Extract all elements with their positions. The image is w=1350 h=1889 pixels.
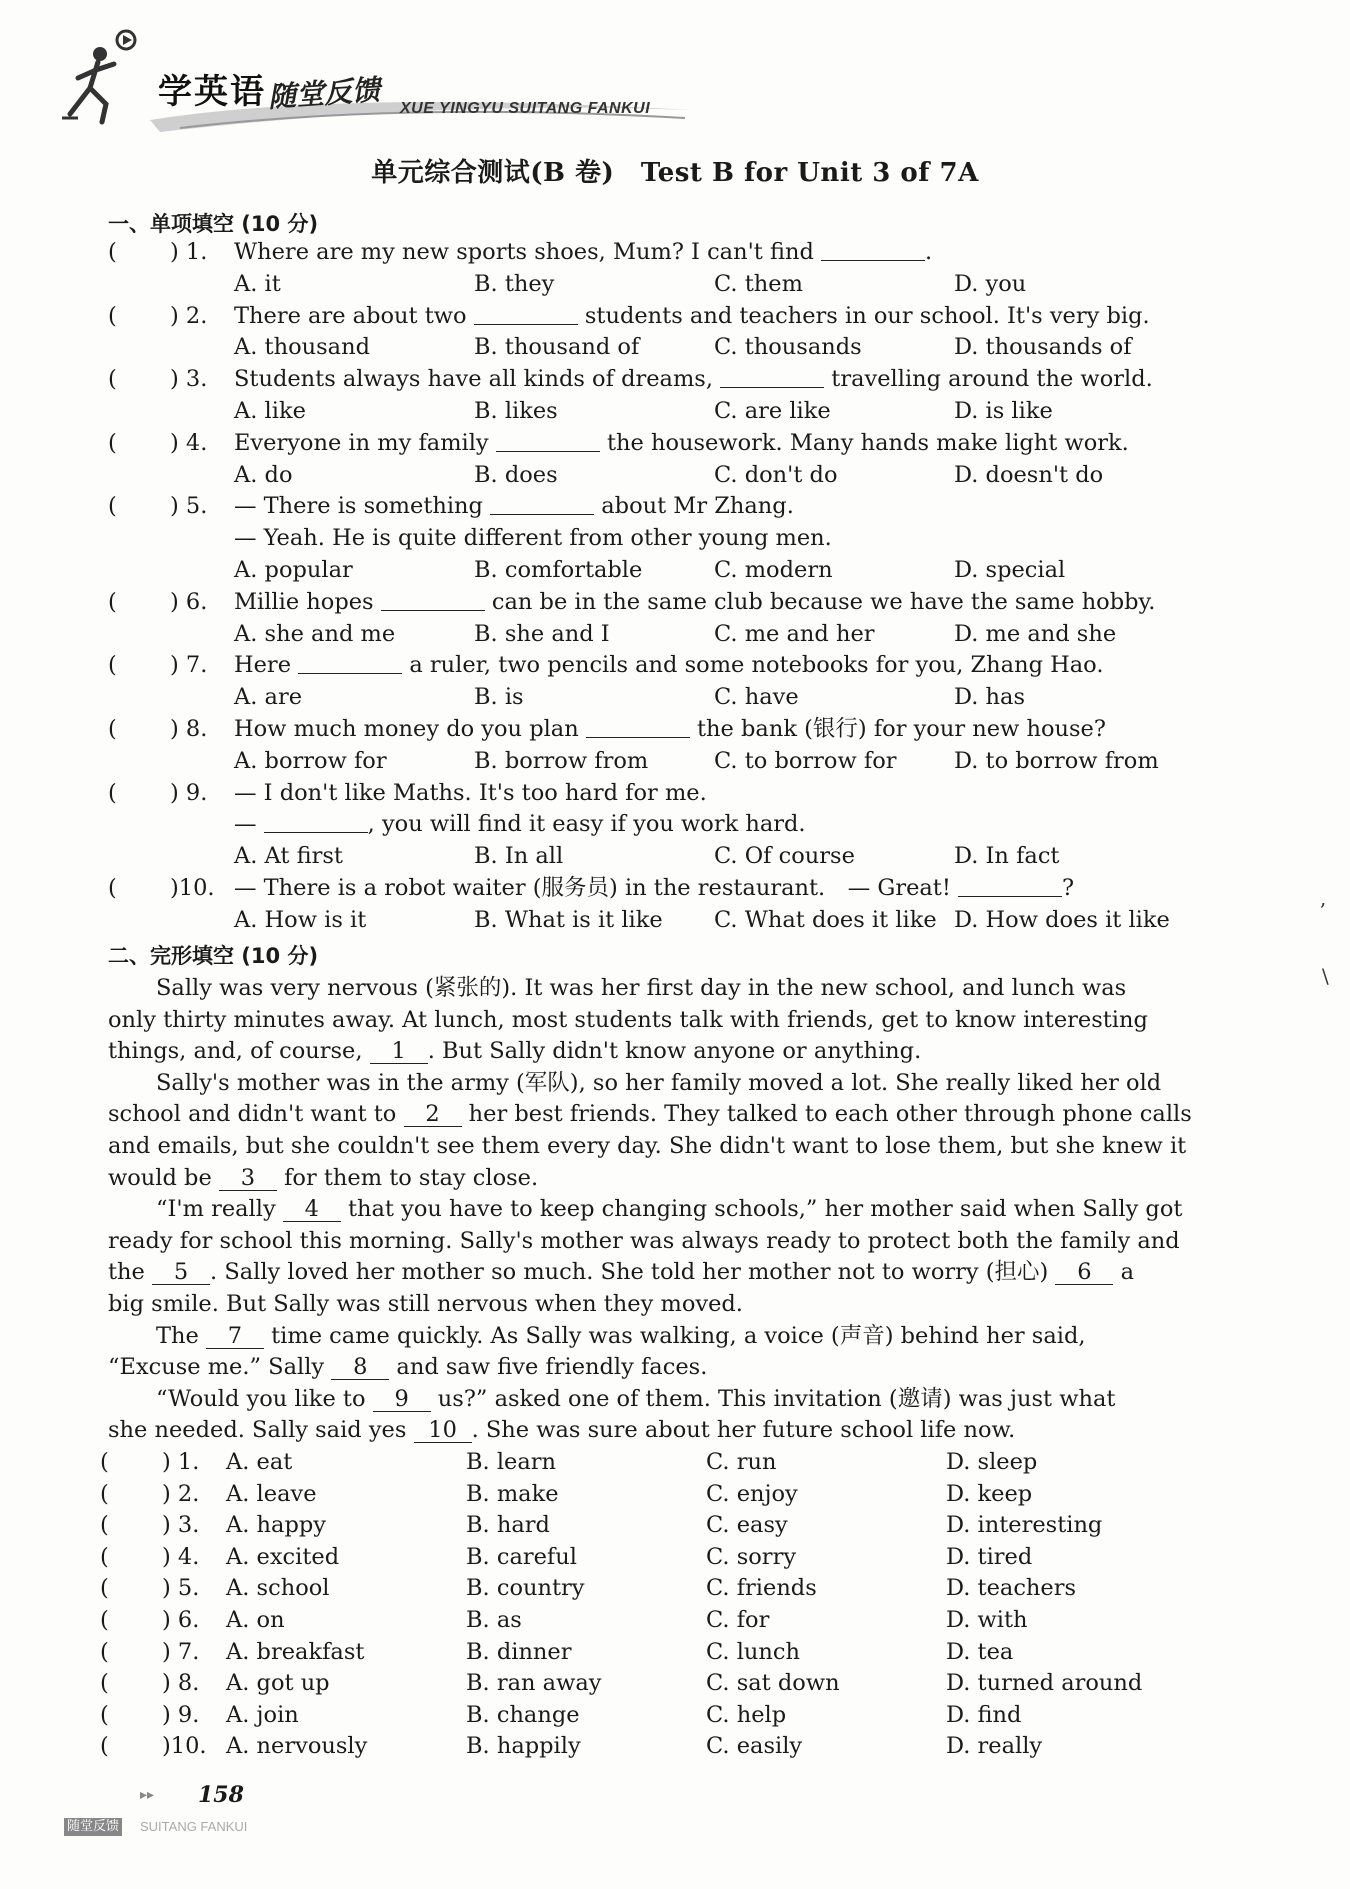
option: D. teachers: [946, 1575, 1077, 1602]
question-row: [108, 300, 1218, 332]
option: C. sat down: [706, 1670, 840, 1697]
option: A. school: [226, 1575, 330, 1602]
option: B. country: [466, 1575, 585, 1602]
question-stem: — , you will find it easy if you work hard.: [234, 811, 806, 838]
question-stem: Millie hopes can be in the same club because we have the same hobby.: [234, 588, 1156, 615]
question-number: ) 3.: [162, 1512, 200, 1539]
option: D. me and she: [954, 620, 1117, 647]
question-stem: Everyone in my family the housework. Many hands make light work.: [234, 429, 1129, 456]
question-number: ) 7.: [162, 1638, 200, 1665]
option: C. for: [706, 1607, 770, 1633]
options-row: [108, 618, 1218, 650]
question-stem: — There is something about Mr Zhang.: [234, 493, 794, 520]
option: A. join: [226, 1701, 299, 1728]
answer-paren[interactable]: (: [108, 779, 117, 806]
cloze-question-row: [100, 1604, 1220, 1636]
question-stem: — There is a robot waiter (服务员) in the restaurant. — Great! ?: [234, 875, 1075, 901]
answer-paren[interactable]: (: [100, 1543, 109, 1570]
passage-line: big smile. But Sally was still nervous when they moved.: [108, 1291, 743, 1317]
option: C. don't do: [714, 461, 838, 488]
logo-pinyin: XUE YINGYU SUITANG FANKUI: [400, 100, 651, 117]
option: D. find: [946, 1701, 1022, 1728]
passage-line: she needed. Sally said yes 10 . She was sure about her future school life now.: [108, 1417, 1016, 1444]
answer-blank[interactable]: [474, 304, 578, 325]
question-stem: Where are my new sports shoes, Mum? I can't find .: [234, 239, 933, 265]
question-row-continued: [108, 522, 1218, 554]
option: B. does: [474, 461, 558, 488]
question-number: ) 9.: [162, 1701, 200, 1728]
question-stem: Students always have all kinds of dreams, travelling around the world.: [234, 366, 1153, 393]
passage-line: “I'm really 4 that you have to keep changing schools,” her mother said when Sally got: [156, 1196, 1183, 1223]
question-row-continued: [108, 808, 1218, 840]
option: B. they: [474, 270, 555, 297]
option: D. keep: [946, 1480, 1033, 1507]
option: B. learn: [466, 1449, 557, 1475]
option: D. thousands of: [954, 334, 1132, 361]
option: D. to borrow from: [954, 747, 1159, 774]
option: B. thousand of: [474, 334, 640, 361]
answer-paren[interactable]: (: [108, 716, 117, 742]
option: A. eat: [226, 1449, 293, 1475]
margin-mark: ,: [1320, 886, 1327, 910]
option: B. likes: [474, 398, 558, 424]
option: C. to borrow for: [714, 747, 897, 774]
option: B. ran away: [466, 1670, 602, 1697]
cloze-question-row: [100, 1699, 1220, 1731]
question-number: ) 6.: [162, 1607, 200, 1633]
passage-line: school and didn't want to 2 her best friends. They talked to each other through phone calls: [108, 1101, 1192, 1128]
question-number: ) 5.: [170, 493, 208, 520]
book-header: [40, 20, 700, 130]
option: A. thousand: [234, 334, 370, 361]
option: D. In fact: [954, 843, 1060, 870]
option: D. is like: [954, 398, 1053, 424]
option: D. really: [946, 1733, 1043, 1760]
question-row: [108, 586, 1218, 618]
answer-paren[interactable]: (: [100, 1607, 109, 1633]
cloze-question-row: [100, 1636, 1220, 1668]
passage-line: Sally was very nervous (紧张的). It was her first day in the new school, and lunch was: [156, 975, 1127, 1001]
passage-line: only thirty minutes away. At lunch, most students talk with friends, get to know interesting: [108, 1006, 1148, 1033]
option: B. What is it like: [474, 906, 663, 933]
answer-paren[interactable]: (: [100, 1670, 109, 1697]
options-row: [108, 840, 1218, 872]
option: C. them: [714, 270, 803, 297]
cloze-question-row: [100, 1446, 1220, 1478]
option: C. Of course: [714, 843, 855, 870]
option: C. help: [706, 1701, 787, 1728]
question-stem: Here a ruler, two pencils and some notebooks for you, Zhang Hao.: [234, 652, 1104, 679]
cloze-question-row: [100, 1572, 1220, 1604]
option: A. At first: [234, 843, 343, 870]
cloze-blank: 7: [206, 1324, 264, 1349]
question-stem: — I don't like Maths. It's too hard for me.: [234, 779, 707, 806]
option: D. has: [954, 684, 1025, 711]
passage-line: and emails, but she couldn't see them every day. She didn't want to lose them, but she knew it: [108, 1133, 1187, 1159]
page-arrow-icon: ▸▸: [140, 1787, 155, 1803]
cloze-question-row: [100, 1730, 1220, 1762]
cloze-question-row: [100, 1667, 1220, 1699]
test-title: 单元综合测试(B 卷) Test B for Unit 3 of 7A: [371, 158, 979, 188]
options-row: [108, 268, 1218, 300]
logo-title-cn: 学英语: [158, 72, 266, 112]
option: A. like: [234, 398, 306, 424]
answer-paren[interactable]: (: [108, 652, 117, 679]
question-row: [108, 236, 1218, 268]
cloze-blank: 2: [404, 1102, 462, 1127]
option: B. careful: [466, 1543, 577, 1570]
answer-paren[interactable]: (: [108, 493, 117, 520]
answer-blank[interactable]: [720, 367, 824, 388]
question-row: [108, 649, 1218, 681]
option: C. modern: [714, 557, 833, 583]
answer-paren[interactable]: (: [100, 1575, 109, 1602]
answer-paren[interactable]: (: [100, 1449, 109, 1475]
question-number: ) 8.: [162, 1670, 200, 1697]
options-row: [108, 395, 1218, 427]
option: B. she and I: [474, 620, 610, 647]
question-number: ) 4.: [162, 1543, 200, 1570]
option: A. are: [234, 684, 303, 711]
answer-blank[interactable]: [381, 590, 485, 611]
question-number: )10.: [170, 875, 215, 901]
option: C. sorry: [706, 1543, 797, 1570]
options-row: [108, 904, 1218, 936]
answer-paren[interactable]: (: [100, 1512, 109, 1539]
option: C. me and her: [714, 620, 875, 647]
passage-line: “Excuse me.” Sally 8 and saw five friendly faces.: [108, 1354, 708, 1381]
question-number: )10.: [162, 1733, 207, 1760]
option: A. got up: [226, 1670, 330, 1697]
answer-paren[interactable]: (: [100, 1733, 109, 1760]
option: C. friends: [706, 1575, 817, 1602]
question-number: ) 5.: [162, 1575, 200, 1602]
footer-label-en: SUITANG FANKUI: [140, 1819, 248, 1834]
passage-line: the 5 . Sally loved her mother so much. She told her mother not to worry (担心) 6 a: [108, 1259, 1135, 1286]
option: B. is: [474, 684, 524, 711]
cloze-blank: 6: [1055, 1260, 1113, 1285]
cloze-question-row: [100, 1509, 1220, 1541]
option: A. on: [226, 1607, 285, 1633]
passage-line: Sally's mother was in the army (军队), so her family moved a lot. She really liked her old: [156, 1069, 1162, 1096]
option: A. nervously: [226, 1733, 368, 1760]
passage-line: The 7 time came quickly. As Sally was walking, a voice (声音) behind her said,: [156, 1322, 1086, 1349]
option: A. How is it: [234, 906, 367, 933]
question-number: ) 9.: [170, 779, 208, 806]
answer-paren[interactable]: (: [108, 429, 117, 456]
answer-paren[interactable]: (: [100, 1638, 109, 1665]
answer-blank[interactable]: [490, 494, 594, 515]
passage-line: “Would you like to 9 us?” asked one of them. This invitation (邀请) was just what: [156, 1385, 1116, 1412]
question-row: [108, 713, 1218, 745]
option: A. leave: [226, 1480, 317, 1507]
options-row: [108, 554, 1218, 586]
question-number: ) 4.: [170, 429, 208, 456]
answer-paren[interactable]: (: [108, 366, 117, 393]
option: B. change: [466, 1701, 580, 1728]
option: C. lunch: [706, 1638, 800, 1665]
logo-subtitle-cn: 随堂反馈: [267, 73, 382, 114]
option: B. hard: [466, 1512, 550, 1539]
page-number: 158: [198, 1782, 244, 1808]
option: D. interesting: [946, 1512, 1103, 1539]
option: C. have: [714, 684, 799, 711]
cloze-blank: 10: [414, 1418, 472, 1443]
question-stem: — Yeah. He is quite different from other young men.: [234, 525, 832, 552]
question-row: [108, 490, 1218, 522]
answer-paren[interactable]: (: [108, 239, 117, 265]
answer-paren[interactable]: (: [100, 1480, 109, 1507]
question-row: [108, 363, 1218, 395]
footer-label-cn: 随堂反馈: [64, 1818, 122, 1836]
passage-line: would be 3 for them to stay close.: [108, 1164, 539, 1191]
options-row: [108, 745, 1218, 777]
question-number: ) 8.: [170, 716, 208, 742]
answer-paren[interactable]: (: [108, 588, 117, 615]
option: C. easily: [706, 1733, 803, 1760]
option: B. In all: [474, 843, 564, 870]
answer-paren[interactable]: (: [100, 1701, 109, 1728]
answer-blank[interactable]: [821, 240, 925, 261]
question-number: ) 2.: [162, 1480, 200, 1507]
option: C. are like: [714, 398, 831, 424]
option: A. borrow for: [234, 747, 387, 774]
option: A. breakfast: [226, 1638, 365, 1665]
option: D. with: [946, 1607, 1028, 1633]
section2-heading: 二、完形填空 (10 分): [108, 944, 319, 968]
footer-label: [60, 1818, 270, 1836]
option: B. as: [466, 1607, 522, 1633]
option: D. you: [954, 270, 1027, 297]
option: A. do: [234, 461, 293, 488]
option: D. How does it like: [954, 906, 1170, 933]
option: C. run: [706, 1449, 777, 1475]
option: A. she and me: [234, 620, 396, 647]
question-number: ) 3.: [170, 366, 208, 393]
answer-blank[interactable]: [496, 431, 600, 452]
question-stem: How much money do you plan the bank (银行) for your new house?: [234, 716, 1106, 742]
answer-paren[interactable]: (: [108, 875, 117, 901]
option: C. thousands: [714, 334, 862, 361]
question-row: [108, 872, 1218, 904]
cloze-blank: 8: [331, 1355, 389, 1380]
option: A. it: [234, 270, 281, 297]
cloze-blank: 4: [283, 1197, 341, 1222]
question-number: ) 7.: [170, 652, 208, 679]
question-row: [108, 777, 1218, 809]
option: D. special: [954, 557, 1066, 583]
option: A. happy: [226, 1512, 326, 1539]
question-number: ) 6.: [170, 588, 208, 615]
answer-blank[interactable]: [298, 653, 402, 674]
option: D. tired: [946, 1543, 1033, 1570]
cloze-blank: 3: [219, 1166, 277, 1191]
option: C. enjoy: [706, 1480, 798, 1507]
question-number: ) 2.: [170, 302, 208, 329]
answer-paren[interactable]: (: [108, 302, 117, 329]
option: A. popular: [234, 557, 353, 583]
options-row: [108, 331, 1218, 363]
question-stem: There are about two students and teachers in our school. It's very big.: [234, 302, 1150, 329]
passage-line: things, and, of course, 1 . But Sally didn't know anyone or anything.: [108, 1038, 922, 1065]
cloze-question-row: [100, 1541, 1220, 1573]
option: D. turned around: [946, 1670, 1143, 1697]
cloze-blank: 9: [373, 1387, 431, 1412]
answer-blank[interactable]: [586, 717, 690, 738]
option: A. excited: [226, 1543, 340, 1570]
runner-logo-icon: [48, 26, 158, 126]
margin-mark: \: [1322, 964, 1329, 988]
cloze-question-row: [100, 1478, 1220, 1510]
option: B. happily: [466, 1733, 581, 1760]
option: B. make: [466, 1480, 559, 1507]
section1-heading: 一、单项填空 (10 分): [108, 212, 319, 236]
question-number: ) 1.: [162, 1449, 200, 1475]
option: C. What does it like: [714, 906, 937, 933]
answer-blank[interactable]: [264, 812, 368, 833]
option: D. tea: [946, 1638, 1014, 1665]
cloze-blank: 5: [152, 1260, 210, 1285]
option: B. comfortable: [474, 557, 643, 583]
options-row: [108, 681, 1218, 713]
passage-line: ready for school this morning. Sally's mother was always ready to protect both the family and: [108, 1227, 1180, 1254]
option: B. borrow from: [474, 747, 649, 774]
question-number: ) 1.: [170, 239, 208, 265]
answer-blank[interactable]: [958, 876, 1062, 897]
option: C. easy: [706, 1512, 788, 1539]
cloze-blank: 1: [370, 1039, 428, 1064]
question-row: [108, 427, 1218, 459]
options-row: [108, 459, 1218, 491]
option: D. doesn't do: [954, 461, 1104, 488]
option: B. dinner: [466, 1638, 572, 1665]
option: D. sleep: [946, 1449, 1038, 1475]
